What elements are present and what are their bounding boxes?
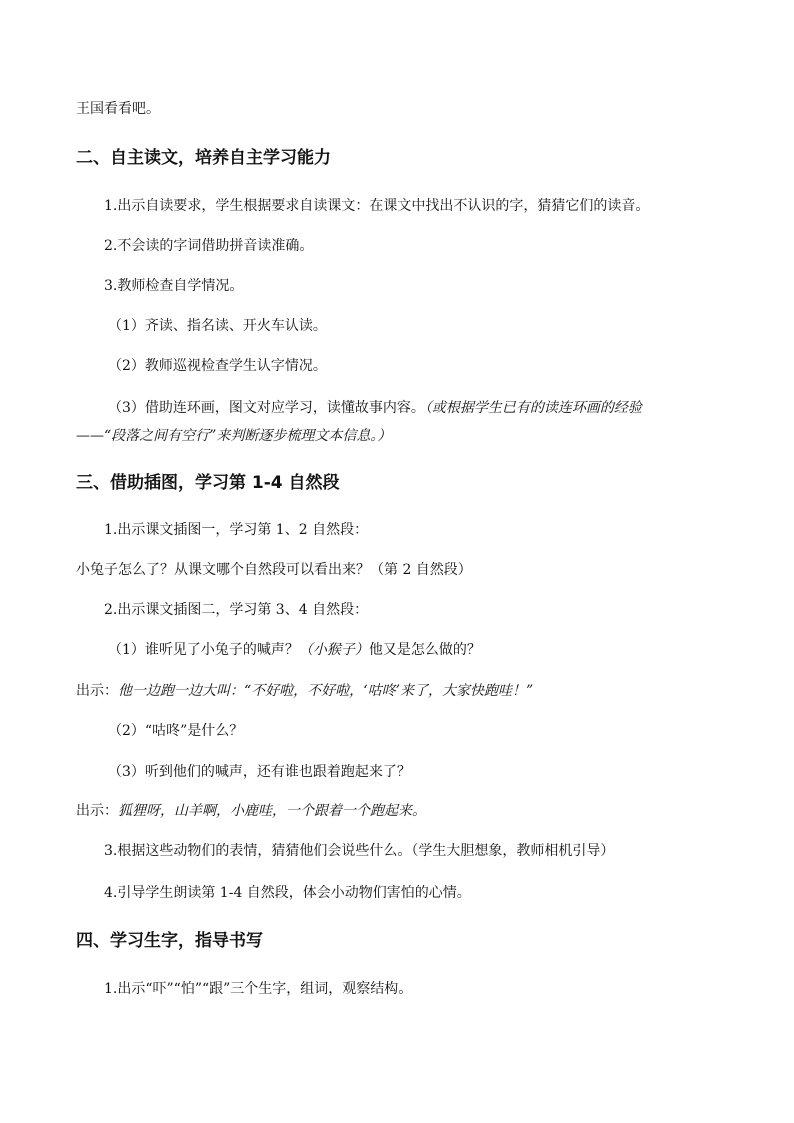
show-label: 出示： (76, 803, 118, 819)
sub-item: （2）“咕咚”是什么？ (108, 723, 244, 739)
sub-item (108, 398, 754, 418)
sub-item-note-continued: ——“段落之间有空行”来判断逐步梳理文本信息。） (76, 428, 392, 444)
sub-item: （3）听到他们的喊声，还有谁也跟着跑起来了？ (108, 764, 411, 780)
question: 小兔子怎么了？从课文哪个自然段可以看出来？（第 2 自然段） (76, 562, 472, 578)
sub-item-answer: （小猴子） (298, 642, 369, 658)
section-heading-4: 四、学习生字，指导书写 (76, 931, 263, 951)
sub-item-question: （1）谁听见了小兔子的喊声？ (108, 642, 299, 658)
section-heading-3: 三、借助插图，学习第 1-4 自然段 (76, 473, 340, 493)
show-line (76, 681, 754, 701)
intro-tail-text: 王国看看吧。 (76, 101, 160, 117)
show-label: 出示： (76, 683, 118, 699)
paragraph: 2.出示课文插图二，学习第 3、4 自然段： (104, 602, 369, 618)
sub-item: （1）齐读、指名读、开火车认读。 (108, 318, 327, 334)
paragraph: 4.引导学生朗读第 1-4 自然段，体会小动物们害怕的心情。 (104, 885, 471, 901)
paragraph: 1.出示课文插图一，学习第 1、2 自然段： (104, 522, 369, 538)
sub-item: （2）教师巡视检查学生认字情况。 (108, 358, 327, 374)
sub-item-question-tail: 他又是怎么做的？ (368, 642, 481, 658)
paragraph: 3.教师检查自学情况。 (104, 278, 244, 294)
sub-item (108, 640, 754, 660)
paragraph: 1.出示“吓”“怕”“跟”三个生字，组词，观察结构。 (104, 981, 413, 997)
paragraph: 1.出示自读要求，学生根据要求自读课文：在课文中找出不认识的字，猜猜它们的读音。 (104, 198, 650, 214)
show-text: 狐狸呀，山羊啊，小鹿哇，一个跟着一个跑起来。 (118, 803, 426, 819)
paragraph: 2.不会读的字词借助拼音读准确。 (104, 238, 314, 254)
show-line (76, 801, 754, 821)
sub-item-main: （3）借助连环画，图文对应学习，读懂故事内容。 (108, 400, 425, 416)
sub-item-note: （或根据学生已有的读连环画的经验 (424, 400, 642, 416)
section-heading-2: 二、自主读文，培养自主学习能力 (76, 148, 331, 168)
paragraph: 3.根据这些动物们的表情，猜猜他们会说些什么。（学生大胆想象，教师相机引导） (104, 843, 615, 859)
show-text: 他一边跑一边大叫：“不好啦，不好啦，‘咕咚’来了，大家快跑哇！” (118, 683, 534, 699)
